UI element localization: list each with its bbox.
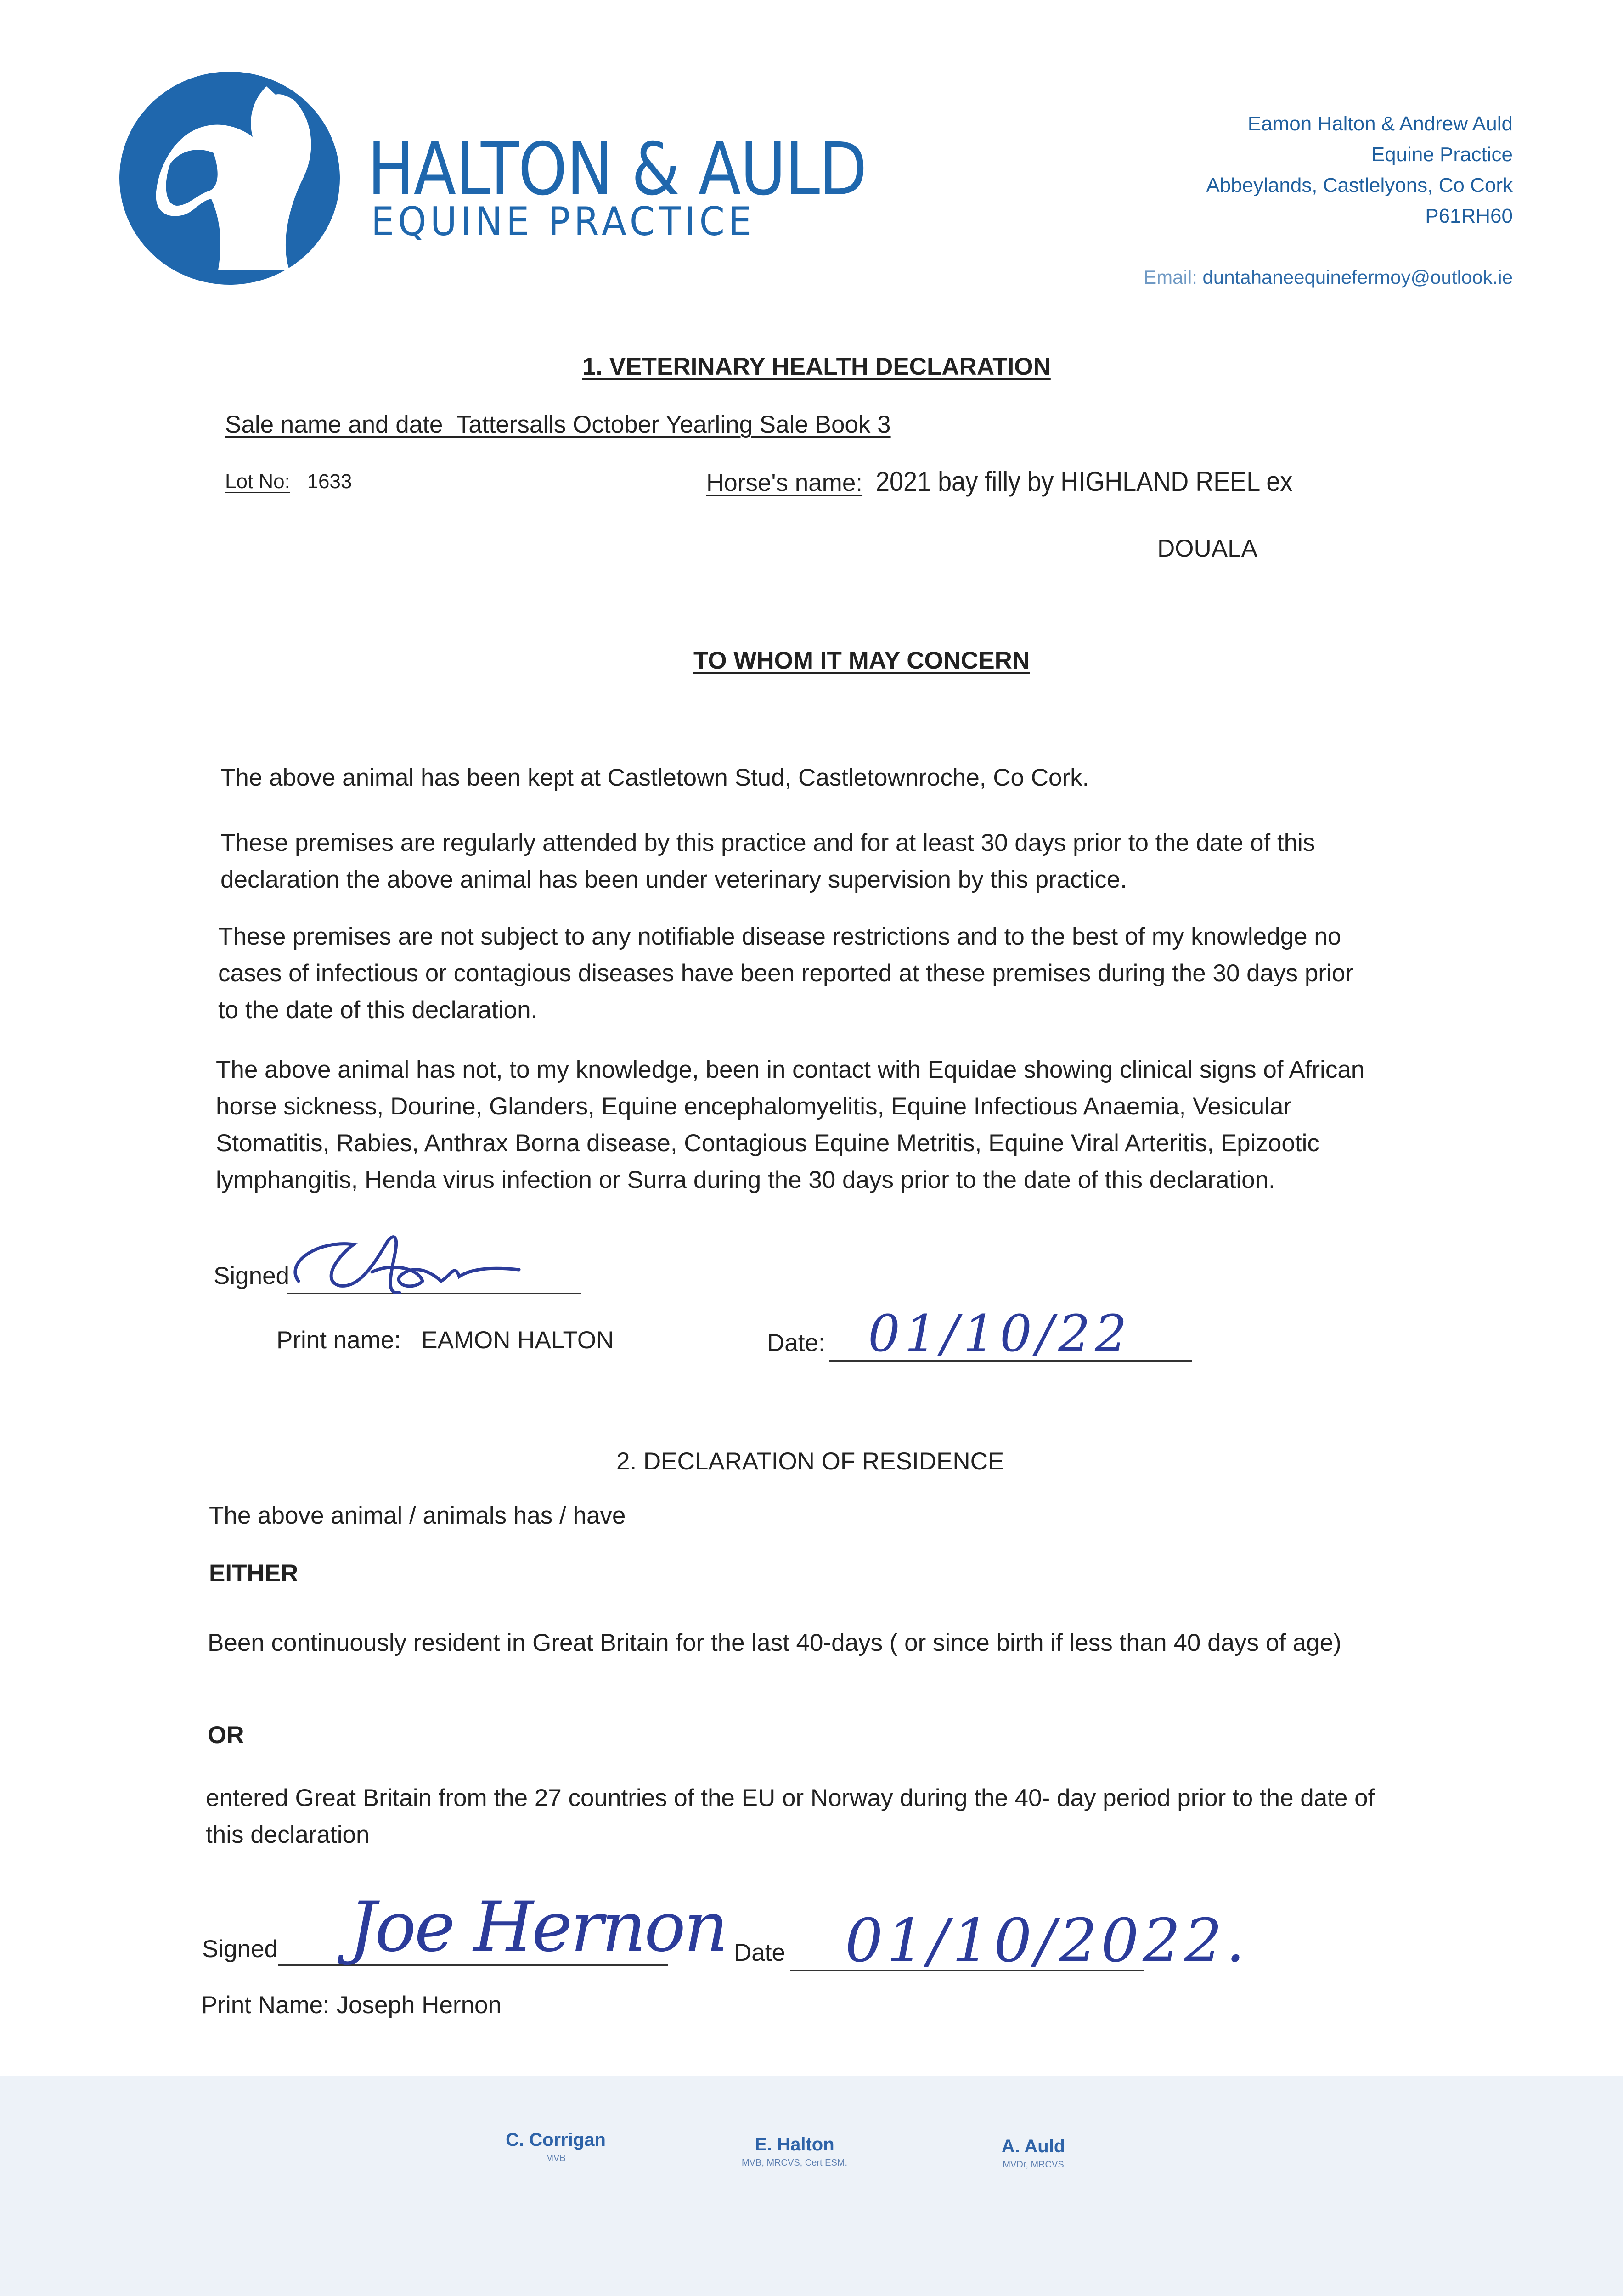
option-entered: entered Great Britain from the 27 countries of the EU or Norway during the 40- day period prior to the date of this declaration: [206, 1784, 1375, 1848]
vet-quals: MVB: [546, 2153, 566, 2163]
signed-label-2: Signed: [202, 1936, 278, 1963]
vet-quals: MVB, MRCVS, Cert ESM.: [741, 2158, 848, 2168]
practice-email: [1144, 266, 1513, 288]
section1-heading: 1. VETERINARY HEALTH DECLARATION: [582, 353, 1051, 380]
practice-address: [1206, 108, 1513, 231]
sale-label: Sale name and date: [225, 411, 443, 438]
brand-subtitle: EQUINE PRACTICE: [371, 199, 755, 245]
signed-label-1: Signed: [214, 1262, 290, 1289]
email-label: Email:: [1144, 266, 1197, 288]
horse-label: Horse's name:: [706, 469, 863, 496]
footer-band: [0, 2076, 1623, 2296]
horse-logo-icon: [115, 68, 344, 288]
signature-joe-hernon: Joe Hernon: [349, 1887, 727, 1967]
lot-value: 1633: [307, 470, 352, 493]
paragraph-restrictions: These premises are not subject to any notifiable disease restrictions and to the best of my knowledge no cases of infectious or contagious diseases have been reported at these premises during the 30 days prior to the date of this declaration.: [218, 923, 1353, 1024]
date-label-2: Date: [734, 1939, 785, 1966]
print-name-value-2: Joseph Hernon: [336, 1992, 502, 2019]
vet-quals: MVDr, MRCVS: [1003, 2160, 1064, 2170]
print-name-label-1: Print name:: [276, 1327, 401, 1354]
signature-eamon-halton: [280, 1212, 565, 1313]
paragraph-kept: The above animal has been kept at Castletown Stud, Castletownroche, Co Cork.: [220, 764, 1089, 791]
address-line-1: Eamon Halton & Andrew Auld: [1247, 113, 1513, 135]
horse-row: [706, 464, 1339, 501]
print-name-value-1: EAMON HALTON: [421, 1327, 614, 1354]
horse-value-dam: DOUALA: [1157, 535, 1257, 562]
print-name-label-2: Print Name:: [201, 1992, 330, 2019]
vet-name: C. Corrigan: [506, 2130, 606, 2150]
footer-vet-auld: [960, 2136, 1107, 2170]
footer-vet-corrigan: [478, 2130, 634, 2164]
email-value: duntahaneequinefermoy@outlook.ie: [1202, 266, 1513, 288]
either-label: EITHER: [209, 1560, 299, 1587]
vet-name: A. Auld: [1001, 2136, 1065, 2156]
vet-name: E. Halton: [755, 2134, 834, 2155]
or-label: OR: [208, 1722, 244, 1749]
section2-heading: 2. DECLARATION OF RESIDENCE: [616, 1448, 1004, 1475]
horse-value: 2021 bay filly by HIGHLAND REEL ex: [876, 466, 1293, 497]
address-line-2: Equine Practice: [1371, 143, 1513, 166]
residence-intro: The above animal / animals has / have: [209, 1502, 626, 1529]
date-value-1: 01/10/22: [868, 1304, 1132, 1363]
print-name-row-2: [201, 1987, 502, 2023]
concern-heading: TO WHOM IT MAY CONCERN: [693, 647, 1030, 674]
address-line-3: Abbeylands, Castlelyons, Co Cork: [1206, 174, 1513, 197]
sale-value: Tattersalls October Yearling Sale Book 3: [456, 411, 891, 438]
paragraph-attended: These premises are regularly attended by this practice and for at least 30 days prior to the date of this declaration the above animal has been under veterinary supervision by this practice.: [220, 829, 1315, 893]
print-name-row-1: [276, 1322, 614, 1358]
option-resident: Been continuously resident in Great Britain for the last 40-days ( or since birth if less than 40 days of age): [208, 1629, 1341, 1656]
footer-vet-halton: [716, 2134, 873, 2168]
brand-title: HALTON & AULD: [367, 127, 867, 212]
sale-row: [225, 407, 891, 443]
lot-row: [225, 464, 352, 500]
date-value-2: 01/10/2022.: [845, 1906, 1249, 1975]
lot-label: Lot No:: [225, 470, 290, 493]
date-label-1: Date:: [767, 1329, 825, 1356]
address-line-4: P61RH60: [1425, 205, 1513, 227]
paragraph-contact: The above animal has not, to my knowledge, been in contact with Equidae showing clinical signs of African horse sickness, Dourine, Glanders, Equine encephalomyelitis, Equine Infectious Anaemia, Vesicular Stomatitis, Rabies, Anthrax Borna disease, Contagious Equine Metritis, Equine Viral Arteritis, Epizootic lymphangitis, Henda virus infection or Surra during the 30 days prior to the date of this declaration.: [216, 1056, 1365, 1193]
